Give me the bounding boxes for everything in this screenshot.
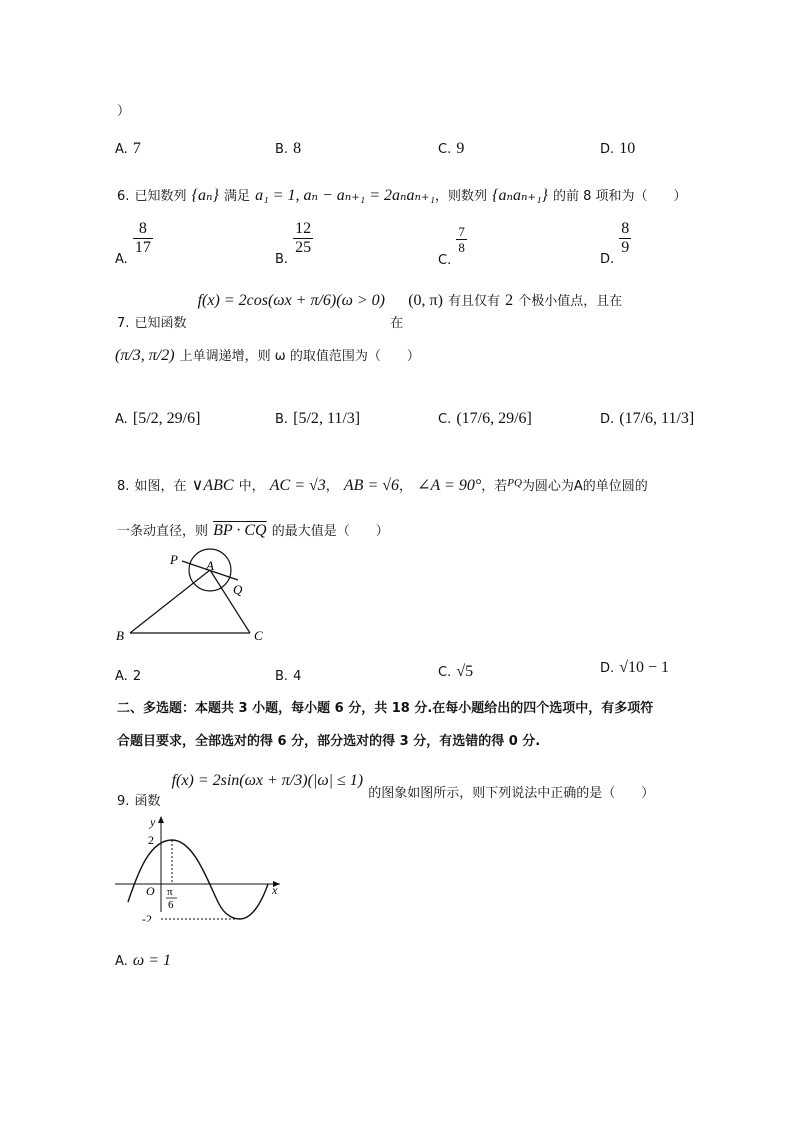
q7-stem: $_{7.}$ $_{已知函数}$ f(x) = 2cos(ωx + π/6)(ω > 0) $_在$ (0, π) 有且仅有 2 个极小值点，且在 <box>117 292 623 331</box>
q6-option-b[interactable]: $_{B.}$ $\frac{12}{25}$ <box>275 220 312 267</box>
tick-num: π <box>167 886 173 898</box>
q7-option-a[interactable]: A. [5/2, 29/6] <box>115 410 201 427</box>
x-label: x <box>272 883 278 897</box>
label-p: P <box>170 552 178 567</box>
fraction: $\frac{7}{8}$ <box>458 224 465 255</box>
q7-stem-line2: (π/3, π/2) 上单调递增，则 ω 的取值范围为（ ） <box>115 347 420 364</box>
label-q: Q <box>233 582 243 597</box>
fraction: $\frac{8}{17}$ <box>134 220 151 256</box>
label-a: A <box>206 558 214 573</box>
fraction: $\frac{12}{25}$ <box>295 220 312 256</box>
origin-label: O <box>146 884 155 898</box>
q8-stem: 8. 如图，在 ∨ABC 中， AC = √3， AB = √6， ∠A = 90°，若$^{PQ}$为圆心为A的单位圆的 <box>117 477 648 494</box>
q8-option-c[interactable]: C. √5 <box>438 663 474 680</box>
fraction: $\frac{8}{9}$ <box>621 220 630 256</box>
q9-option-a[interactable]: A. ω = 1 <box>115 952 171 969</box>
q5-option-b[interactable]: B. 8 <box>275 140 302 157</box>
continuation-paren: ） <box>117 104 131 119</box>
q7-option-b[interactable]: B. [5/2, 11/3] <box>275 410 361 427</box>
q9-stem: $_{9.}$ $_{函数}$ f(x) = 2sin(ωx + π/3)(|ω| ≤ 1) $_{的图象如图所示,则下列说法中正确的是( )}$ <box>117 772 655 809</box>
label-b: B <box>116 628 124 643</box>
y-axis-arrow <box>158 816 164 823</box>
q8-stem-line2: 一条动直径，则 BP · CQ 的最大值是（ ） <box>117 522 389 539</box>
ymin-label: -2 <box>142 912 152 922</box>
ymax-label: 2 <box>148 833 154 847</box>
tick-den: 6 <box>168 899 174 911</box>
q5-option-c[interactable]: C. 9 <box>438 140 465 157</box>
section2-heading-line1: 二、多选题：本题共 3 小题，每小题 6 分，共 18 分.在每小题给出的四个选项中，有多项符 <box>117 701 654 716</box>
segment-ac <box>210 570 250 633</box>
label-c: C <box>254 628 263 643</box>
sine-curve <box>128 840 268 919</box>
q8-option-a[interactable]: A. 2 <box>115 669 142 684</box>
q8-option-d[interactable]: D. √10 − 1 <box>600 659 670 676</box>
q5-option-a[interactable]: A. 7 <box>115 140 141 157</box>
q6-option-c[interactable]: $_{C.}$ $\frac{7}{8}$ <box>438 224 465 268</box>
q6-option-a[interactable]: $_{A.}$ $\frac{8}{17}$ <box>115 220 151 267</box>
q8-triangle-figure <box>110 548 280 648</box>
segment-ab <box>130 570 210 633</box>
q9-sine-graph <box>110 812 285 922</box>
q8-option-b[interactable]: B. 4 <box>275 669 302 684</box>
q6-stem: 6. 已知数列 {aₙ} 满足 a₁ = 1, aₙ − aₙ₊₁ = 2aₙaₙ₊₁，则数列 {aₙaₙ₊₁} 的前 8 项和为（ ） <box>117 187 687 204</box>
y-label: y <box>150 815 156 829</box>
q7-option-d[interactable]: D. (17/6, 11/3] <box>600 410 695 427</box>
q7-option-c[interactable]: C. (17/6, 29/6] <box>438 410 532 427</box>
q5-option-d[interactable]: D. 10 <box>600 140 636 157</box>
section2-heading-line2: 合题目要求，全部选对的得 6 分，部分选对的得 3 分，有选错的得 0 分. <box>117 734 541 749</box>
q6-option-d[interactable]: $_{D.}$ $\frac{8}{9}$ <box>600 220 630 267</box>
